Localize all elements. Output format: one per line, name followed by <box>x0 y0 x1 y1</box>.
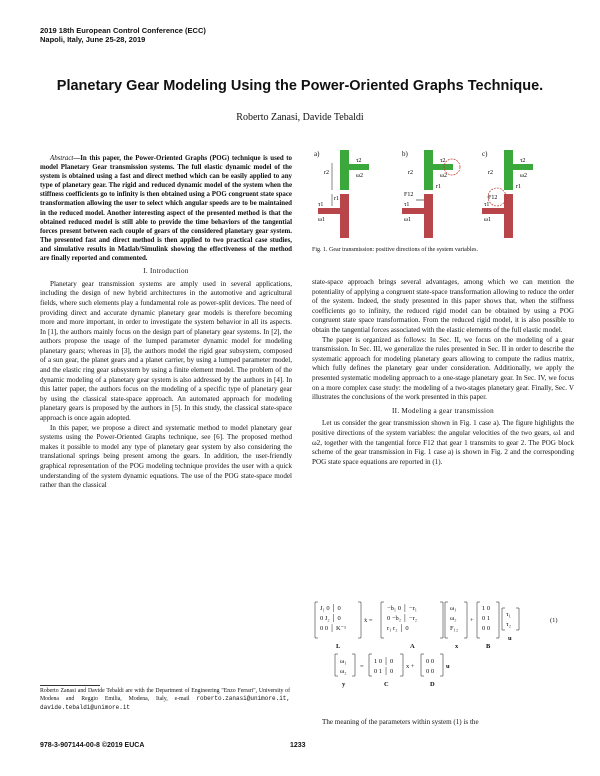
equation-1 <box>312 600 574 700</box>
radius-r1-c: r1 <box>516 184 521 190</box>
gear-pair-b <box>402 150 460 238</box>
svg-text:0 0 │ K⁻¹: 0 0 │ K⁻¹ <box>320 625 347 632</box>
torque-tau2-b: τ2 <box>440 158 446 164</box>
omega1-b: ω1 <box>404 217 411 223</box>
page-number: 1233 <box>290 742 306 749</box>
svg-text:ẋ =: ẋ = <box>364 617 373 624</box>
svg-text:x +: x + <box>406 663 415 670</box>
abstract <box>40 154 292 263</box>
footnote-emails: roberto.zanasi@unimore.it, davide.tebaldi@unimore.it <box>40 695 290 711</box>
right-paragraph-2: Let us consider the gear transmission shown in Fig. 1 case a). The figure highlights the positive directions of the system variables: the angular velocities of the two gears, ω1 and ω2, together with the tangential force F12 that gear 1 transmits to gear 2. The POG block scheme of the gear transmission in Fig. 1 case a) is shown in Fig. 2 and the corresponding POG state space equations are reported in (1). <box>312 419 574 466</box>
isbn-line: 978-3-907144-00-8 ©2019 EUCA <box>40 742 145 749</box>
radius-r1-a: r1 <box>334 196 339 202</box>
omega1-a: ω1 <box>318 217 325 223</box>
svg-text:0 −b₂ │ −r₂: 0 −b₂ │ −r₂ <box>387 615 418 622</box>
svg-text:0 1: 0 1 <box>482 615 491 622</box>
figure-1-caption: Fig. 1. Gear transmission: positive directions of the system variables. <box>312 247 478 253</box>
eq-number: (1) <box>550 617 558 624</box>
paper-title: Planetary Gear Modeling Using the Power-Oriented Graphs Technique. <box>56 78 544 94</box>
svg-text:ω₁: ω₁ <box>450 605 457 612</box>
footnote <box>40 688 290 712</box>
svg-text:τ₁: τ₁ <box>506 611 511 618</box>
torque-tau1-c: τ1 <box>484 202 490 208</box>
eq-u: u <box>508 635 512 642</box>
footnote-rule <box>40 685 100 686</box>
svg-text:ω₁: ω₁ <box>340 658 347 665</box>
eq-L: L <box>336 643 341 650</box>
abstract-text: —In this paper, the Power-Oriented Graphs (POG) technique is used to model Planetary Gear transmission systems. The full elastic dynamic model of the system is obtained using a fast and direct method which can be easily applied to any type of planetary gear. The rigid and reduced dynamic model of the system when the stiffness coefficients go to infinity is then obtained using a POG congruent state space transformation allowing the user to select which angular speeds are to be maintained in the reduced model. Another interesting aspect of the presented method is that the obtained reduced model is still able to provide the time behaviors of the tangential forces present between each couple of gears of the considered planetary gear system. The presented fast and direct method is then applied to two practical case studies, and simulative results in Matlab/Simulink showing the effectiveness of the method are finally reported and commented. <box>40 155 292 263</box>
gear-pair-a <box>318 150 369 238</box>
omega2-c: ω2 <box>520 173 527 179</box>
force-F12-b: F12 <box>404 192 414 198</box>
figure-label-b: b) <box>402 150 408 158</box>
eq-C: C <box>384 681 389 688</box>
paper-authors: Roberto Zanasi, Davide Tebaldi <box>236 112 364 123</box>
eq-x: x <box>455 643 459 650</box>
left-column <box>40 154 292 491</box>
svg-text:ω₂: ω₂ <box>340 668 347 675</box>
force-F12-c: F12 <box>488 195 498 201</box>
svg-text:0 1 │ 0: 0 1 │ 0 <box>374 668 394 675</box>
svg-text:J₁ 0 │ 0: J₁ 0 │ 0 <box>320 605 341 612</box>
svg-text:0 0: 0 0 <box>426 658 435 665</box>
figure-label-a: a) <box>314 150 320 158</box>
eq-D: D <box>430 681 435 688</box>
figure-label-c: c) <box>482 150 488 158</box>
radius-r2-b: r2 <box>408 170 413 176</box>
svg-text:r₁ r₂ │ 0: r₁ r₂ │ 0 <box>387 625 409 632</box>
eq-A: A <box>410 643 415 650</box>
svg-text:τ₂: τ₂ <box>506 621 511 628</box>
eq-B: B <box>486 643 491 650</box>
svg-text:+: + <box>470 617 474 624</box>
svg-text:u: u <box>446 663 450 670</box>
omega1-c: ω1 <box>484 217 491 223</box>
torque-tau1-a: τ1 <box>318 202 324 208</box>
svg-text:0 0: 0 0 <box>482 625 491 632</box>
right-paragraph-0: state-space approach brings several advantages, among which we can mention the potentiality of applying a congruent state-space transformation allowing to reduce the order of the system. Indeed, the study presented in this paper shows that, when the stiffness coefficients go to infinity, the reduced rigid model can be obtained by using a POG congruent state space transformation. From the reduced rigid model, it is also possible to obtain the tangential forces associated with the elastic elements of the full elastic model. <box>312 278 574 334</box>
svg-text:0 J₂ │ 0: 0 J₂ │ 0 <box>320 615 341 622</box>
svg-text:=: = <box>360 663 364 670</box>
radius-r1-b: r1 <box>436 184 441 190</box>
torque-tau2-a: τ2 <box>356 158 362 164</box>
gear-pair-c <box>482 150 533 238</box>
svg-text:ω₂: ω₂ <box>450 615 457 622</box>
figure-1 <box>312 148 572 238</box>
torque-tau2-c: τ2 <box>520 158 526 164</box>
abstract-lead: Abstract <box>50 155 74 162</box>
conference-name: 2019 18th European Control Conference (ECC) <box>40 26 206 35</box>
torque-tau1-b: τ1 <box>404 202 410 208</box>
right-column <box>312 278 574 467</box>
svg-text:1 0: 1 0 <box>482 605 491 612</box>
eq-y: y <box>342 681 346 688</box>
right-paragraph-1: The paper is organized as follows: In Sec. II, we focus on the modeling of a gear transmission. In Sec. III, we generalize the rules presented in Sec. II in order to describe the systematic approach for modeling planetary gears allowing to compute the radius matrix, which fully defines the planetary gear under consideration. Additionally, we apply the presented systematic modeling approach to a one-stage planetary gear. In Sec. IV, we focus on a more complex case study: the modeling of a two-stages planetary gear. Finally, Sec. V illustrates the conclusions of the work presented in this paper. <box>312 335 574 402</box>
footnote-text: Roberto Zanasi and Davide Tebaldi are with the Department of Engineering "Enzo Ferrari", University of Modena and Reggio Emilia, Modena, Italy, e-mail <box>40 688 290 703</box>
section-2-title: II. Modeling a gear transmission <box>392 406 494 415</box>
svg-text:−b₁ 0 │ −r₁: −b₁ 0 │ −r₁ <box>387 605 418 612</box>
radius-r2-a: r2 <box>324 170 329 176</box>
omega2-b: ω2 <box>440 173 447 179</box>
svg-text:1 0 │ 0: 1 0 │ 0 <box>374 658 394 665</box>
radius-r2-c: r2 <box>488 170 493 176</box>
intro-paragraph-1: Planetary gear transmission systems are amply used in several applications, including the design of new hybrid architectures in the automotive and agricultural fields, where such elements play a fundamental role as power-split devices. The need of providing direct and accurate dynamic planetary gear models is therefore becoming more and more important, in order to investigate the system behavior in all its aspects. In [1], the authors mainly focus on the design part of planetary gear systems. In [2], the authors propose the usage of the lumped parameter dynamic model for modeling planetary gears; whereas in [3], the authors model the rigid gear subsystem, composed of a sun gear, the planet gears and a planet carrier, by using a lumped parameter model, and the elastic ring gear subsystem by using a finite element model. The problem of the dynamic modeling of a planetary gear system is also addressed by the authors in [4]. In this latter paper, the authors focus on the modeling of a specific type of planetary gear by using the classical state-space approach. An automated approach for modeling planetary gears is proposed by the authors in [5]. In this study, the classical state-space approach is once again adopted. <box>40 279 292 423</box>
svg-text:F₁₂: F₁₂ <box>450 625 459 632</box>
section-1-title: I. Introduction <box>143 267 189 276</box>
conference-location: Napoli, Italy, June 25-28, 2019 <box>40 35 146 44</box>
omega2-a: ω2 <box>356 173 363 179</box>
right-paragraph-3: The meaning of the parameters within system (1) is the <box>322 718 479 726</box>
intro-paragraph-2: In this paper, we propose a direct and systematic method to model planetary gear systems using the Power-Oriented Graphs technique, see [6]. The proposed method makes it possible to model any type of planetary gear system by also considering the translational springs being present among the gears. In addition, the user-friendly graphical representation of the POG modeling technique provides the user with a quick understanding of the system dynamic equations. The use of the POG state-space model rather than the classical <box>40 423 292 490</box>
right-last-line <box>312 718 574 728</box>
svg-text:0 0: 0 0 <box>426 668 435 675</box>
